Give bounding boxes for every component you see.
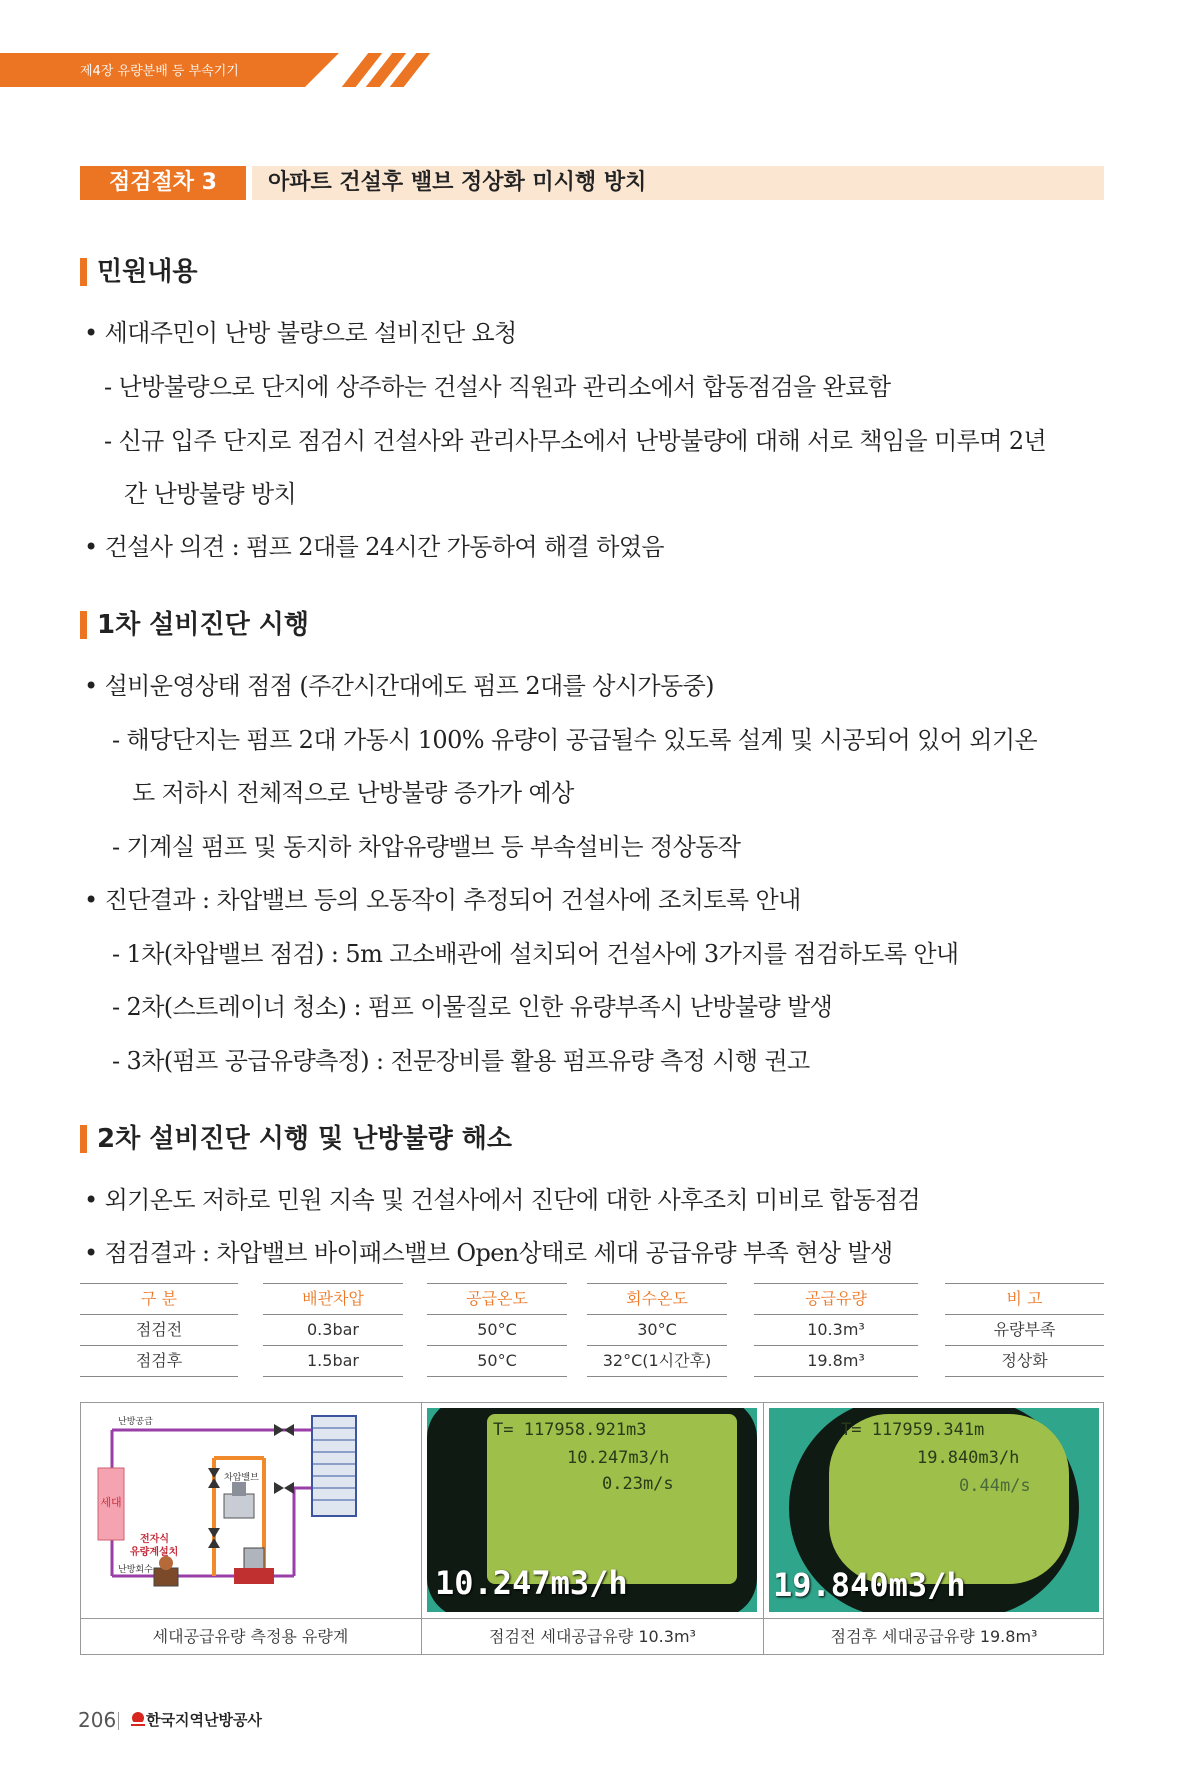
- return-label: 난방회수: [118, 1565, 153, 1575]
- text-line: • 진단결과 : 차압밸브 등의 오동작이 추정되어 건설사에 조치토록 안내: [84, 886, 801, 914]
- text-line: - 2차(스트레이너 청소) : 펌프 이물질로 인한 유량부족시 난방불량 발생: [112, 993, 833, 1021]
- procedure-badge: 점검절차 3: [80, 166, 246, 200]
- section-heading-first-diagnosis: 1차 설비진단 시행: [80, 609, 309, 641]
- photo-captions: [80, 1618, 1104, 1655]
- table-cell: 1.5bar: [307, 1351, 359, 1370]
- lcd-velocity: 0.44m/s: [959, 1476, 1031, 1496]
- lcd-total: T= 117958.921m3: [493, 1420, 647, 1440]
- text-line: • 세대주민이 난방 불량으로 설비진단 요청: [84, 319, 517, 347]
- text-line: • 외기온도 저하로 민원 지속 및 건설사에서 진단에 대한 사후조치 미비로 합동점검: [84, 1186, 921, 1214]
- table-cell: 32°C(1시간후): [602, 1351, 712, 1370]
- table-cell: 점검전: [135, 1320, 183, 1339]
- header-slashes: [345, 53, 435, 87]
- text-line: - 기계실 펌프 및 동지하 차압유량밸브 등 부속설비는 정상동작: [112, 833, 741, 861]
- chapter-title: 제4장 유량분배 등 부속기기: [80, 64, 239, 79]
- org-name: 한국지역난방공사: [146, 1711, 262, 1729]
- supply-label: 난방공급: [118, 1417, 153, 1427]
- text-line: - 3차(펌프 공급유량측정) : 전문장비를 활용 펌프유량 측정 시행 권고: [112, 1047, 810, 1075]
- table-row: [80, 1315, 1104, 1345]
- footer-divider: [118, 1712, 119, 1730]
- table-cell: 50°C: [477, 1320, 517, 1339]
- table-header-cell: 배관차압: [302, 1289, 364, 1308]
- section-heading-complaint: 민원내용: [80, 256, 197, 288]
- piping-diagram: [84, 1408, 417, 1614]
- text-line: - 1차(차압밸브 점검) : 5m 고소배관에 설치되어 건설사에 3가지를 점검하도록 안내: [112, 940, 959, 968]
- photo-overlay-flow: 10.247m3/h: [435, 1564, 628, 1602]
- valve-label: 차압밸브: [224, 1473, 259, 1483]
- caption-diagram: 세대공급유량 측정용 유량계: [152, 1627, 349, 1646]
- meter-label-1: 전자식: [140, 1534, 169, 1545]
- table-header-cell: 회수온도: [626, 1289, 688, 1308]
- lcd-velocity: 0.23m/s: [602, 1474, 674, 1494]
- lcd-flow: 19.840m3/h: [917, 1448, 1020, 1468]
- table-row: [80, 1346, 1104, 1376]
- text-line: 도 저하시 전체적으로 난방불량 증가가 예상: [132, 779, 574, 807]
- lcd-total: T= 117959.341m: [841, 1420, 985, 1440]
- text-line: 간 난방불량 방치: [124, 480, 297, 508]
- meter-label-2: 유량계설치: [130, 1547, 179, 1558]
- table-header-cell: 구 분: [141, 1289, 177, 1308]
- table-cell: 정상화: [1001, 1351, 1048, 1370]
- lcd-flow: 10.247m3/h: [567, 1448, 670, 1468]
- table-cell: 30°C: [637, 1320, 677, 1339]
- household-label: 세대: [100, 1496, 122, 1509]
- flowmeter-photo-after: [769, 1408, 1099, 1612]
- table-header-cell: 공급유량: [805, 1289, 867, 1308]
- procedure-title: 아파트 건설후 밸브 정상화 미시행 방치: [252, 166, 1104, 200]
- table-header-cell: 공급온도: [466, 1289, 528, 1308]
- flowmeter-photo-before: [427, 1408, 757, 1612]
- table-header-row: [80, 1284, 1104, 1314]
- table-cell: 점검후: [135, 1351, 183, 1370]
- photo-overlay-flow: 19.840m3/h: [773, 1566, 966, 1604]
- text-line: - 난방불량으로 단지에 상주하는 건설사 직원과 관리소에서 합동점검을 완료함: [104, 373, 891, 401]
- section-heading-second-diagnosis: 2차 설비진단 시행 및 난방불량 해소: [80, 1123, 512, 1155]
- table-header-cell: 비 고: [1006, 1289, 1043, 1308]
- table-cell: 19.8m³: [807, 1351, 865, 1370]
- table-cell: 10.3m³: [807, 1320, 865, 1339]
- text-line: • 건설사 의견 : 펌프 2대를 24시간 가동하여 해결 하였음: [84, 533, 664, 561]
- page-number: 206: [78, 1708, 117, 1732]
- caption-after: 점검후 세대공급유량 19.8m³: [830, 1627, 1038, 1646]
- text-line: • 설비운영상태 점점 (주간시간대에도 펌프 2대를 상시가동중): [84, 672, 714, 700]
- text-line: • 점검결과 : 차압밸브 바이패스밸브 Open상태로 세대 공급유량 부족 현상 발생: [84, 1239, 893, 1267]
- text-line: - 신규 입주 단지로 점검시 건설사와 관리사무소에서 난방불량에 대해 서로 책임을 미루며 2년: [104, 427, 1047, 455]
- table-cell: 50°C: [477, 1351, 517, 1370]
- kdhc-logo-icon: [130, 1711, 146, 1727]
- table-cell: 유량부족: [993, 1320, 1056, 1339]
- text-line: - 해당단지는 펌프 2대 가동시 100% 유량이 공급될수 있도록 설계 및 시공되어 있어 외기온: [112, 726, 1038, 754]
- caption-before: 점검전 세대공급유량 10.3m³: [489, 1627, 696, 1646]
- table-cell: 0.3bar: [307, 1320, 359, 1339]
